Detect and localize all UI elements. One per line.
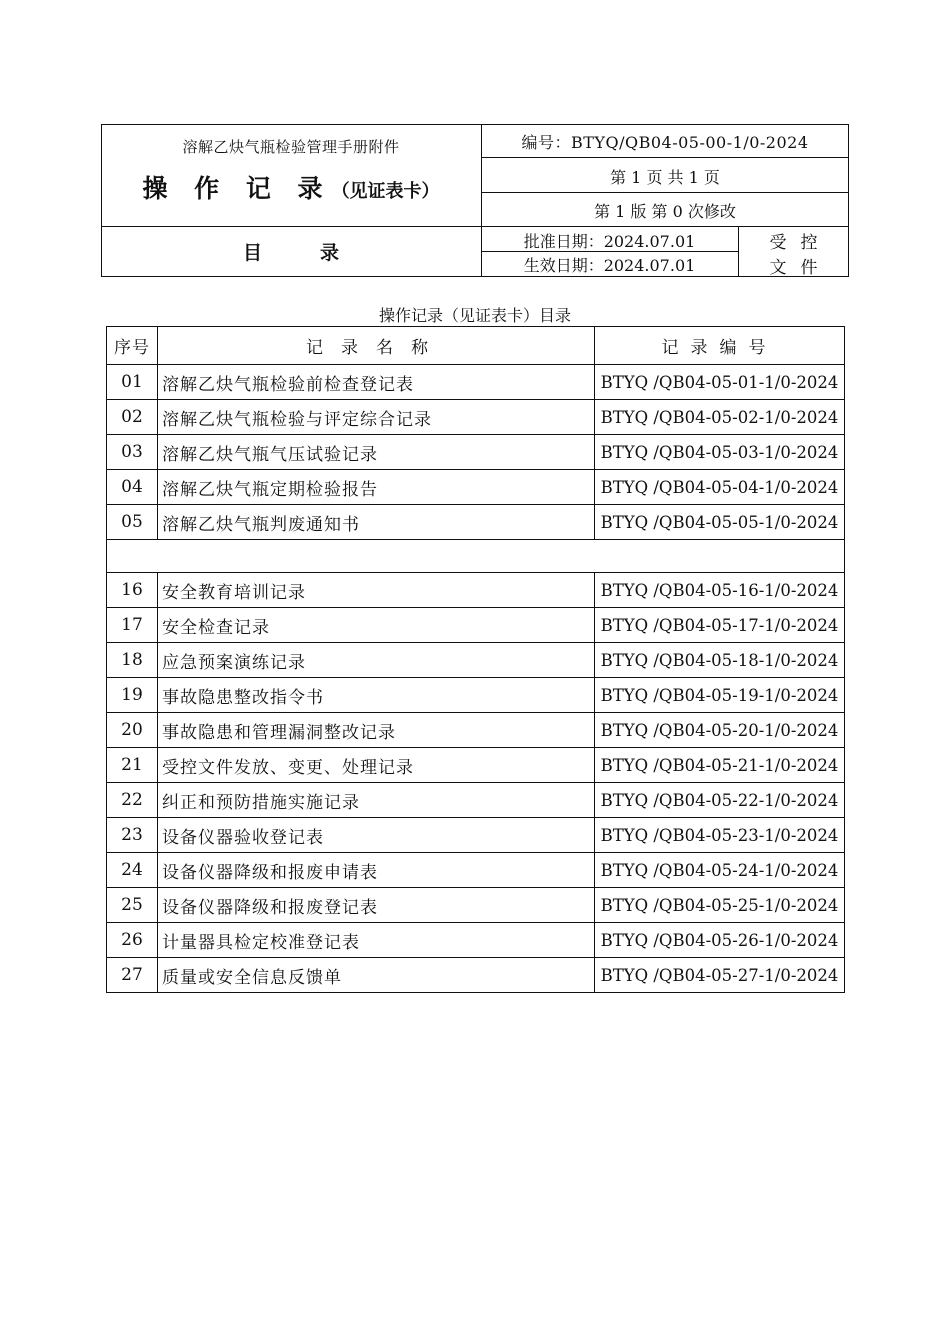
records-table <box>106 326 845 993</box>
record-code: BTYQ /QB04-05-03-1/0-2024 <box>595 435 845 470</box>
row-number: 03 <box>107 435 158 470</box>
table-row <box>107 365 845 400</box>
header-name: 记录名称 <box>158 327 595 365</box>
row-number: 25 <box>107 888 158 923</box>
page-info: 第 1 页 共 1 页 <box>610 168 720 187</box>
record-name: 应急预案演练记录 <box>158 643 595 678</box>
record-name: 设备仪器验收登记表 <box>158 818 595 853</box>
record-name: 溶解乙炔气瓶检验前检查登记表 <box>158 365 595 400</box>
controlled-label-1: 受控 <box>769 233 832 253</box>
record-code: BTYQ /QB04-05-21-1/0-2024 <box>595 748 845 783</box>
record-code: BTYQ /QB04-05-02-1/0-2024 <box>595 400 845 435</box>
manual-subtitle: 溶解乙炔气瓶检验管理手册附件 <box>182 138 400 156</box>
row-number: 19 <box>107 678 158 713</box>
table-row <box>107 573 845 608</box>
table-row <box>107 608 845 643</box>
row-number: 04 <box>107 470 158 505</box>
row-number: 17 <box>107 608 158 643</box>
record-name: 溶解乙炔气瓶判废通知书 <box>158 505 595 540</box>
record-code: BTYQ /QB04-05-27-1/0-2024 <box>595 958 845 993</box>
record-code: BTYQ /QB04-05-24-1/0-2024 <box>595 853 845 888</box>
table-row <box>107 958 845 993</box>
record-code: BTYQ /QB04-05-05-1/0-2024 <box>595 505 845 540</box>
record-code: BTYQ /QB04-05-20-1/0-2024 <box>595 713 845 748</box>
record-code: BTYQ /QB04-05-22-1/0-2024 <box>595 783 845 818</box>
document-header <box>101 124 849 277</box>
table-row <box>107 923 845 958</box>
record-code: BTYQ /QB04-05-04-1/0-2024 <box>595 470 845 505</box>
row-number: 23 <box>107 818 158 853</box>
toc-label: 目录 <box>242 242 397 264</box>
table-row <box>107 505 845 540</box>
table-row <box>107 783 845 818</box>
record-code: BTYQ /QB04-05-18-1/0-2024 <box>595 643 845 678</box>
record-code: BTYQ /QB04-05-17-1/0-2024 <box>595 608 845 643</box>
row-number: 05 <box>107 505 158 540</box>
record-code: BTYQ /QB04-05-26-1/0-2024 <box>595 923 845 958</box>
table-row <box>107 853 845 888</box>
record-code: BTYQ /QB04-05-19-1/0-2024 <box>595 678 845 713</box>
title-paren: （见证表卡） <box>331 181 440 202</box>
record-name: 纠正和预防措施实施记录 <box>158 783 595 818</box>
row-number: 21 <box>107 748 158 783</box>
record-name: 受控文件发放、变更、处理记录 <box>158 748 595 783</box>
table-row <box>107 435 845 470</box>
record-name: 安全检查记录 <box>158 608 595 643</box>
table-row <box>107 818 845 853</box>
record-code: BTYQ /QB04-05-25-1/0-2024 <box>595 888 845 923</box>
record-code: BTYQ /QB04-05-23-1/0-2024 <box>595 818 845 853</box>
table-row <box>107 678 845 713</box>
record-name: 安全教育培训记录 <box>158 573 595 608</box>
document-code: 编号：BTYQ/QB04-05-00-1/0-2024 <box>521 133 809 152</box>
record-name: 事故隐患和管理漏洞整改记录 <box>158 713 595 748</box>
blank-cell <box>107 540 845 573</box>
record-name: 溶解乙炔气瓶气压试验记录 <box>158 435 595 470</box>
record-name: 溶解乙炔气瓶检验与评定综合记录 <box>158 400 595 435</box>
table-caption: 操作记录（见证表卡）目录 <box>378 306 571 325</box>
record-name: 设备仪器降级和报废登记表 <box>158 888 595 923</box>
header-code: 记录编号 <box>595 327 845 365</box>
record-name: 事故隐患整改指令书 <box>158 678 595 713</box>
record-name: 计量器具检定校准登记表 <box>158 923 595 958</box>
controlled-label-2: 文件 <box>769 258 832 278</box>
record-name: 设备仪器降级和报废申请表 <box>158 853 595 888</box>
row-number: 26 <box>107 923 158 958</box>
approve-date: 批准日期：2024.07.01 <box>523 232 696 251</box>
record-code: BTYQ /QB04-05-01-1/0-2024 <box>595 365 845 400</box>
row-number: 18 <box>107 643 158 678</box>
header-no: 序号 <box>107 327 158 365</box>
row-number: 01 <box>107 365 158 400</box>
title-main: 操 作 记 录 <box>142 174 332 203</box>
row-number: 20 <box>107 713 158 748</box>
effective-date: 生效日期：2024.07.01 <box>523 256 696 275</box>
row-number: 22 <box>107 783 158 818</box>
record-code: BTYQ /QB04-05-16-1/0-2024 <box>595 573 845 608</box>
table-row <box>107 748 845 783</box>
table-row <box>107 400 845 435</box>
row-number: 24 <box>107 853 158 888</box>
row-number: 27 <box>107 958 158 993</box>
table-row <box>107 713 845 748</box>
table-header-row <box>107 327 845 365</box>
table-row <box>107 643 845 678</box>
table-row <box>107 470 845 505</box>
record-name: 溶解乙炔气瓶定期检验报告 <box>158 470 595 505</box>
blank-row <box>107 540 845 573</box>
version-info: 第 1 版 第 0 次修改 <box>594 202 736 221</box>
row-number: 16 <box>107 573 158 608</box>
table-row <box>107 888 845 923</box>
row-number: 02 <box>107 400 158 435</box>
document-title <box>101 169 481 205</box>
record-name: 质量或安全信息反馈单 <box>158 958 595 993</box>
